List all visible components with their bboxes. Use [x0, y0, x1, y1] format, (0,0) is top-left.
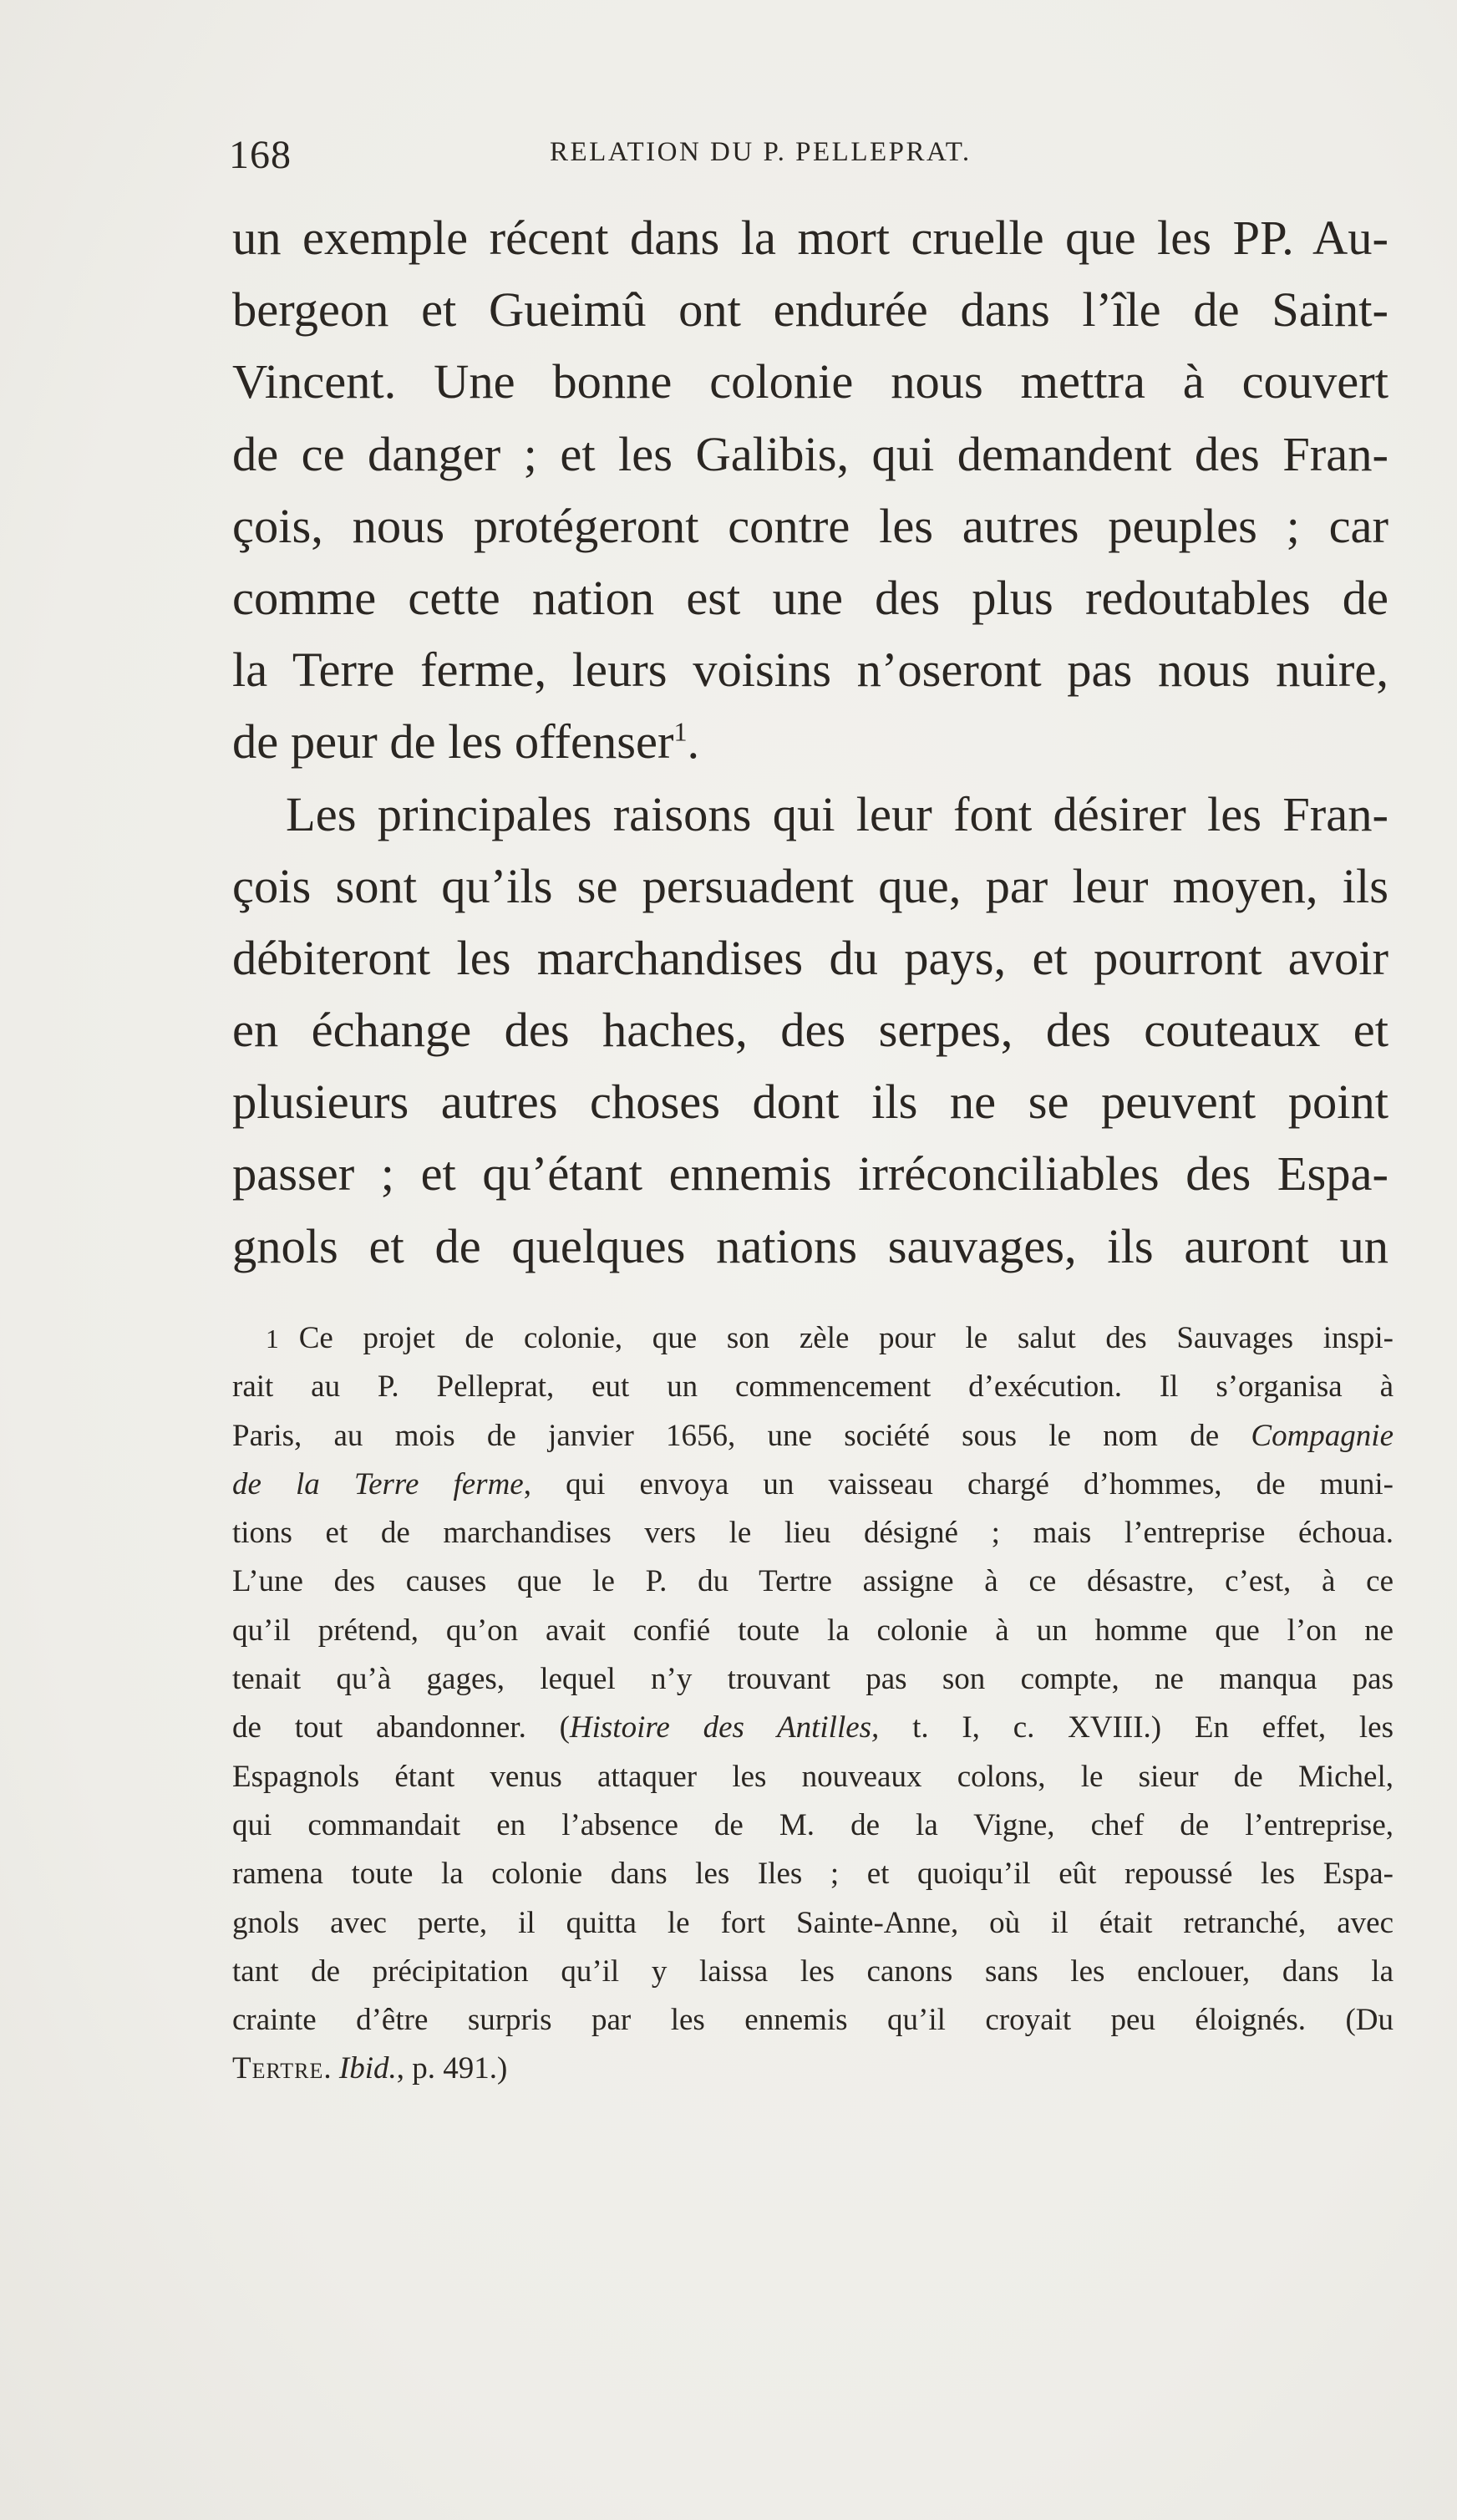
footnote-line: qui commandait en l’absence de M. de la Vigne, chef de l’entreprise, [232, 1807, 1394, 1842]
footnote-line: Espagnols étant venus attaquer les nouveaux colons, le sieur de Michel, [232, 1759, 1394, 1794]
footnote-line: ramena toute la colonie dans les Iles ; et quoiqu’il eût repoussé les Espa- [232, 1857, 1394, 1892]
footnote-line: gnols avec perte, il quitta le fort Sainte-Anne, où il était retranché, avec [232, 1905, 1394, 1940]
footnote-line: crainte d’être surpris par les ennemis qu’il croyait peu éloignés. (Du [232, 2003, 1394, 2038]
footnote-line: Tertre. Ibid., p. 491.) [232, 2051, 508, 2086]
footnote-line: de la Terre ferme, qui envoya un vaisseau chargé d’hommes, de muni- [232, 1466, 1394, 1501]
running-head: RELATION DU P. PELLEPRAT. [550, 137, 972, 167]
footnote-mark: 1 [266, 1324, 279, 1354]
text-line: çois sont qu’ils se persuadent que, par leur moyen, ils [232, 858, 1388, 913]
page-header [229, 132, 1399, 182]
text-line: gnols et de quelques nations sauvages, ils auront un [232, 1218, 1388, 1273]
main-text [232, 202, 1388, 1283]
text-line: passer ; et qu’étant ennemis irréconciliables des Espa- [232, 1146, 1388, 1202]
text-line: comme cette nation est une des plus redoutables de [232, 570, 1388, 625]
text-line: de ce danger ; et les Galibis, qui demandent des Fran- [232, 426, 1388, 481]
text-line: plusieurs autres choses dont ils ne se peuvent point [232, 1075, 1388, 1130]
italic-ibid: Ibid. [338, 2051, 397, 2086]
footnote-line: rait au P. Pelleprat, eut un commencement d’exécution. Il s’organisa à [232, 1369, 1394, 1405]
text-line: débiteront les marchandises du pays, et pourront avoir [232, 930, 1388, 985]
footnote [232, 1314, 1394, 2094]
footnote-line: tenait qu’à gages, lequel n’y trouvant pas son compte, ne manqua pas [232, 1662, 1394, 1697]
paragraph-start-line: Les principales raisons qui leur font désirer les Fran- [286, 786, 1388, 841]
footnote-line: L’une des causes que le P. du Tertre assigne à ce désastre, c’est, à ce [232, 1564, 1394, 1599]
text-line-with-note-ref: de peur de les offenser$^1$. [232, 714, 700, 770]
italic-title: Histoire des Antilles, [569, 1710, 880, 1745]
footnote-line: Paris, au mois de janvier 1656, une société sous le nom de Compagnie [232, 1418, 1394, 1453]
footnote-line: 1 Ce projet de colonie, que son zèle pour le salut des Sauvages inspi- [266, 1321, 1394, 1355]
text-line: bergeon et Gueimû ont endurée dans l’île de Saint- [232, 282, 1388, 338]
footnote-reference[interactable]: 1 [673, 716, 688, 747]
author-name: Tertre [232, 2051, 324, 2086]
italic-title: de la Terre ferme [232, 1466, 524, 1501]
text-line: en échange des haches, des serpes, des couteaux et [232, 1003, 1388, 1058]
page-number: 168 [229, 133, 292, 177]
text-line: Vincent. Une bonne colonie nous mettra à couvert [232, 354, 1388, 409]
footnote-line: tant de précipitation qu’il y laissa les canons sans les enclouer, dans la [232, 1954, 1394, 1989]
footnote-line: tions et de marchandises vers le lieu désigné ; mais l’entreprise échoua. [232, 1516, 1394, 1551]
text-line: çois, nous protégeront contre les autres peuples ; car [232, 498, 1388, 553]
text-line-content: de peur de les offenser [232, 714, 674, 770]
italic-title: Compagnie [1251, 1418, 1394, 1453]
text-line: un exemple récent dans la mort cruelle que les PP. Au- [232, 211, 1388, 265]
text-line: la Terre ferme, leurs voisins n’oseront pas nous nuire, [232, 643, 1388, 698]
footnote-line: de tout abandonner. (Histoire des Antilles, t. I, c. XVIII.) En effet, les [232, 1710, 1394, 1745]
footnote-line: qu’il prétend, qu’on avait confié toute la colonie à un homme que l’on ne [232, 1613, 1394, 1648]
